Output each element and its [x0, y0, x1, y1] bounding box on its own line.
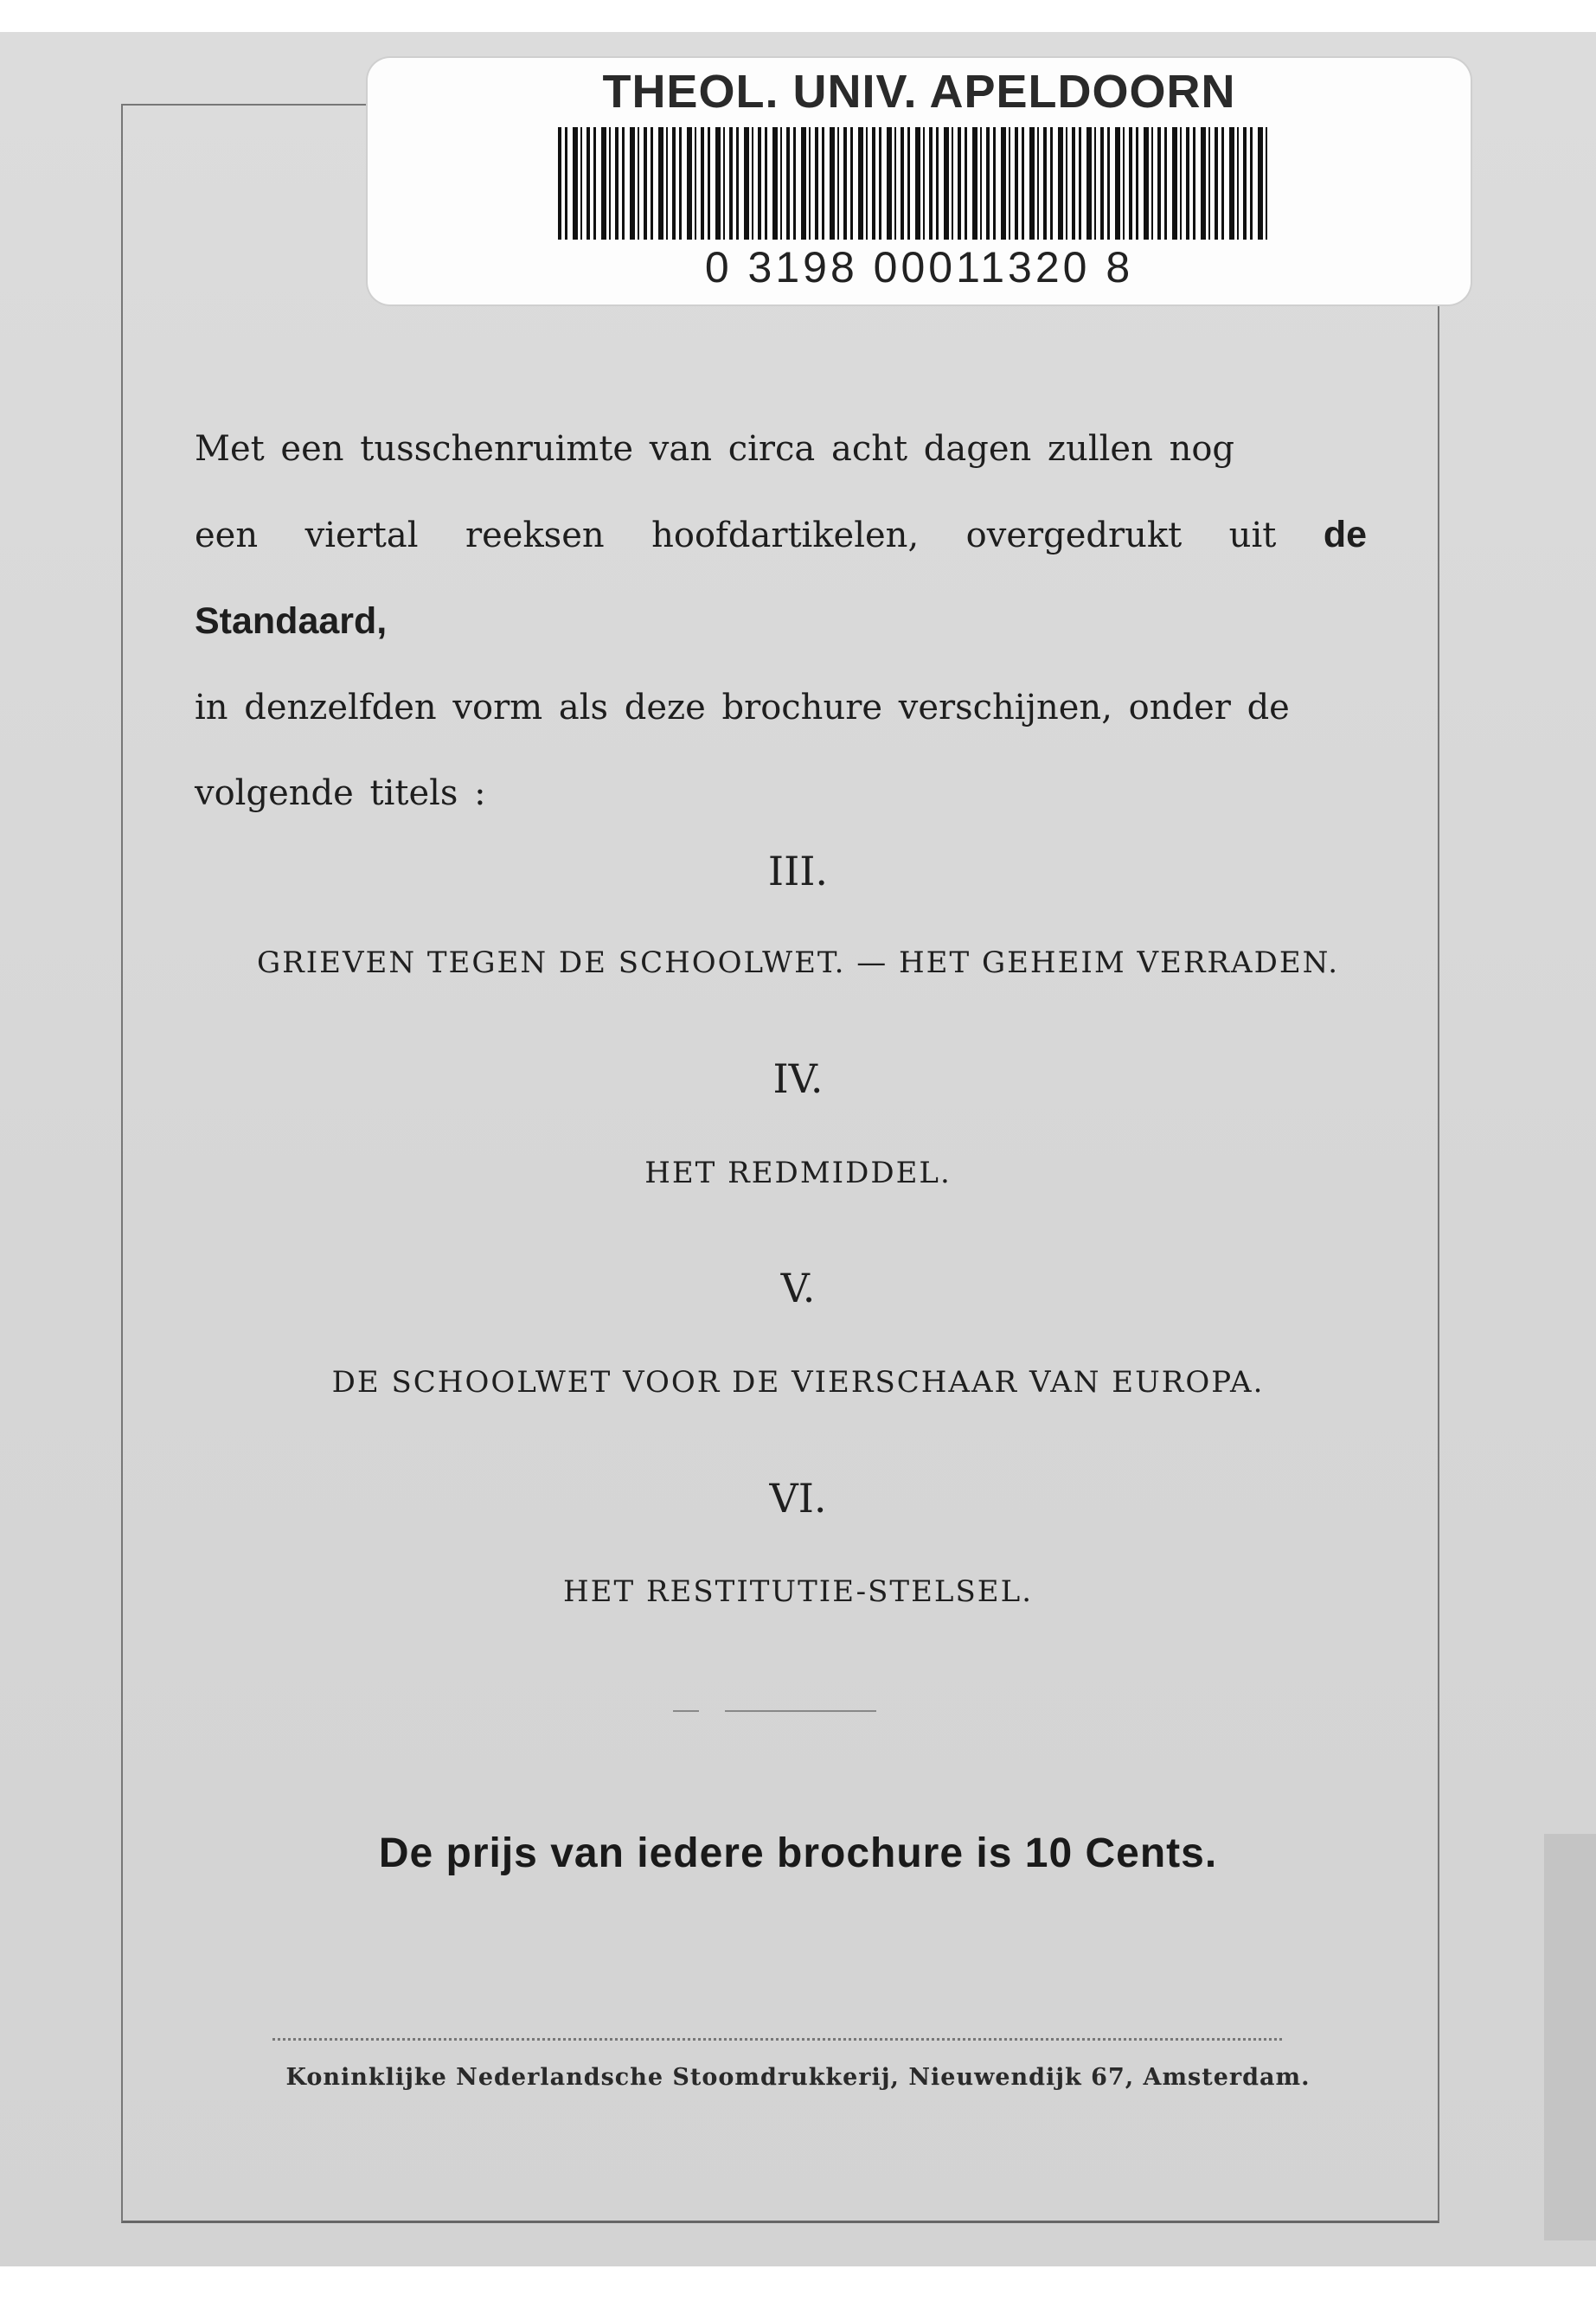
series-title-3: GRIEVEN TEGEN DE SCHOOLWET. — HET GEHEIM VERRADEN. — [256, 945, 1340, 980]
series-numeral-5: V. — [780, 1265, 816, 1311]
series-numeral-4: IV. — [772, 1055, 824, 1102]
series-numeral-3: III. — [767, 848, 829, 894]
library-label-number: 0 3198 00011320 8 — [704, 243, 1134, 292]
separator-rule — [725, 1710, 876, 1712]
series-title-4: HET REDMIDDEL. — [644, 1156, 952, 1190]
series-title-6: HET RESTITUTIE-STELSEL. — [562, 1574, 1034, 1609]
separator-short-dash — [673, 1710, 699, 1712]
intro-paragraph — [195, 407, 1367, 836]
dotted-divider — [272, 2038, 1282, 2041]
intro-line-3: in denzelfden vorm als deze brochure verschijnen, onder de — [195, 688, 1290, 727]
page-edge-shadow — [1544, 1834, 1596, 2240]
intro-line-1: Met een tusschenruimte van circa acht dagen zullen nog — [195, 429, 1235, 469]
price-notice: De prijs van iedere brochure is 10 Cents. — [378, 1830, 1218, 1876]
printer-imprint: Koninklijke Nederlandsche Stoomdrukkerij, Nieuwendijk 67, Amsterdam. — [285, 2064, 1311, 2091]
series-numeral-6: VI. — [769, 1475, 827, 1522]
intro-line-4: volgende titels : — [195, 773, 486, 813]
library-barcode-label — [368, 58, 1471, 304]
series-title-5: DE SCHOOLWET VOOR DE VIERSCHAAR VAN EUROPA. — [331, 1365, 1265, 1400]
intro-line-2-text: een viertal reeksen hoofdartikelen, overgedrukt uit — [195, 516, 1277, 555]
barcode-icon — [558, 127, 1272, 240]
publication-name: de Standaard, — [195, 514, 1367, 642]
library-label-title: THEOL. UNIV. APELDOORN — [602, 66, 1236, 118]
intro-line-2 — [195, 492, 1367, 665]
